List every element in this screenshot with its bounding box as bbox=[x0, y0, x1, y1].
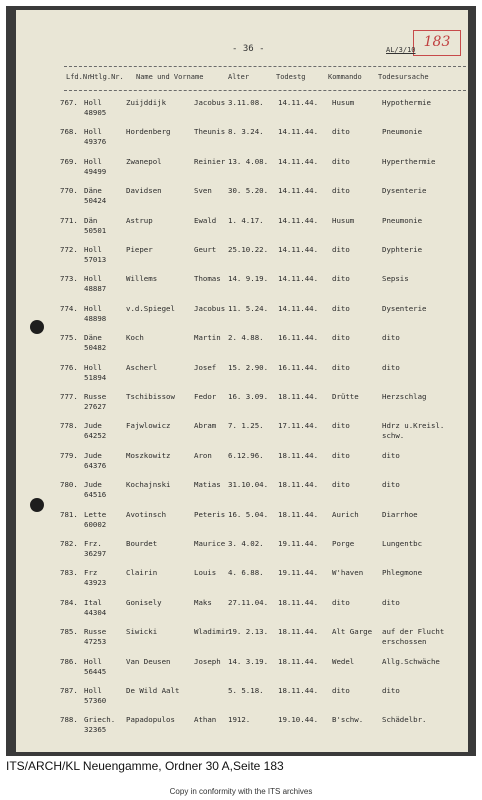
cell-birth-date: 19. 2.13. bbox=[228, 627, 269, 637]
cell-lfd: 775. bbox=[60, 333, 78, 343]
cell-given-name: Martin bbox=[194, 333, 221, 343]
cell-lfd: 782. bbox=[60, 539, 78, 548]
cell-death-date: 18.11.44. bbox=[278, 627, 319, 637]
cell-birth-date: 1. 4.17. bbox=[228, 215, 264, 225]
header-todestag: Todestg bbox=[276, 73, 306, 81]
cell-surname: Gonisely bbox=[126, 597, 162, 607]
cell-death-date: 18.11.44. bbox=[278, 509, 319, 519]
cell-lfd: 784. bbox=[60, 597, 78, 607]
cell-lfd: 786. bbox=[60, 656, 78, 666]
cell-surname: Hordenberg bbox=[126, 127, 171, 137]
cell-birth-date: 4. 6.88. bbox=[228, 568, 264, 578]
cell-birth-date: 14. 9.19. bbox=[228, 274, 269, 284]
cell-cause: dito bbox=[382, 686, 400, 695]
cell-given-name: Geurt bbox=[194, 245, 217, 254]
cell-prisoner-number: 50424 bbox=[84, 196, 107, 206]
cell-nationality: Russe bbox=[84, 627, 107, 637]
cell-kommando: Aurich bbox=[332, 509, 359, 519]
cell-prisoner-number: 44304 bbox=[84, 607, 107, 617]
archive-stamp: 183 bbox=[413, 30, 461, 56]
cell-cause: Hdrz u.Kreisl. schw. bbox=[382, 421, 445, 441]
cell-kommando: dito bbox=[332, 480, 350, 490]
cell-lfd: 785. bbox=[60, 627, 78, 637]
cell-given-name: Peteris bbox=[194, 509, 226, 519]
cell-death-date: 18.11.44. bbox=[278, 597, 319, 607]
cell-birth-date: 30. 5.20. bbox=[228, 186, 269, 196]
cell-nationality: Holl bbox=[84, 362, 102, 372]
cell-nationality: Holl bbox=[84, 245, 102, 254]
cell-cause: Dysenterie bbox=[382, 186, 427, 196]
cell-kommando: W'haven bbox=[332, 568, 364, 578]
cell-surname: Ascherl bbox=[126, 362, 158, 372]
cell-death-date: 16.11.44. bbox=[278, 362, 319, 372]
cell-death-date: 18.11.44. bbox=[278, 392, 319, 401]
cell-cause: dito bbox=[382, 450, 400, 460]
cell-birth-date: 3. 4.02. bbox=[228, 539, 264, 548]
header-rule-bottom bbox=[64, 90, 466, 91]
cell-birth-date: 6.12.96. bbox=[228, 450, 264, 460]
cell-prisoner-number: 48898 bbox=[84, 313, 107, 323]
header-alter: Alter bbox=[228, 73, 250, 81]
cell-death-date: 18.11.44. bbox=[278, 686, 319, 695]
cell-nationality: Holl bbox=[84, 98, 102, 107]
cell-kommando: Alt Garge bbox=[332, 627, 373, 637]
cell-given-name: Abram bbox=[194, 421, 217, 431]
page-number: - 36 - bbox=[232, 44, 265, 54]
cell-cause: Dysenterie bbox=[382, 303, 427, 313]
cell-nationality: Jude bbox=[84, 480, 102, 490]
cell-given-name: Louis bbox=[194, 568, 217, 578]
cell-kommando: dito bbox=[332, 274, 350, 284]
cell-death-date: 19.10.44. bbox=[278, 715, 319, 725]
cell-nationality: Holl bbox=[84, 656, 102, 666]
cell-death-date: 14.11.44. bbox=[278, 127, 319, 137]
copyright-notice: Copy in conformity with the ITS archives bbox=[169, 787, 313, 796]
cell-death-date: 18.11.44. bbox=[278, 656, 319, 666]
cell-surname: Koch bbox=[126, 333, 144, 343]
cell-birth-date: 8. 3.24. bbox=[228, 127, 264, 137]
cell-given-name: Sven bbox=[194, 186, 212, 196]
cell-prisoner-number: 48905 bbox=[84, 108, 107, 117]
cell-lfd: 776. bbox=[60, 362, 78, 372]
cell-prisoner-number: 57013 bbox=[84, 255, 107, 264]
cell-birth-date: 2. 4.88. bbox=[228, 333, 264, 343]
cell-death-date: 14.11.44. bbox=[278, 274, 319, 284]
cell-given-name: Joseph bbox=[194, 656, 221, 666]
cell-given-name: Wladimir bbox=[194, 627, 230, 637]
cell-given-name: Thomas bbox=[194, 274, 221, 284]
cell-surname: Astrup bbox=[126, 215, 153, 225]
cell-kommando: dito bbox=[332, 303, 350, 313]
cell-lfd: 778. bbox=[60, 421, 78, 431]
cell-birth-date: 25.10.22. bbox=[228, 245, 269, 254]
cell-cause: Hyperthermie bbox=[382, 156, 436, 166]
header-todesursache: Todesursache bbox=[378, 73, 429, 81]
header-lfd: Lfd.Nr. bbox=[66, 73, 96, 81]
cell-lfd: 781. bbox=[60, 509, 78, 519]
cell-cause: Sepsis bbox=[382, 274, 409, 284]
archive-footer: ITS/ARCH/KL Neuengamme, Ordner 30 A,Seite 183 bbox=[6, 759, 284, 773]
cell-cause: Dyphterie bbox=[382, 245, 423, 254]
cell-death-date: 19.11.44. bbox=[278, 568, 319, 578]
cell-nationality: Holl bbox=[84, 274, 102, 284]
cell-prisoner-number: 50501 bbox=[84, 225, 107, 235]
cell-given-name: Reinier bbox=[194, 156, 226, 166]
cell-cause: Schädelbr. bbox=[382, 715, 427, 725]
cell-cause: Phlegmone bbox=[382, 568, 423, 578]
cell-nationality: Griech. bbox=[84, 715, 116, 725]
cell-prisoner-number: 60002 bbox=[84, 519, 107, 529]
cell-death-date: 14.11.44. bbox=[278, 245, 319, 254]
cell-cause: Hypothermie bbox=[382, 98, 431, 107]
cell-prisoner-number: 47253 bbox=[84, 637, 107, 647]
table-row bbox=[16, 715, 468, 751]
cell-death-date: 14.11.44. bbox=[278, 215, 319, 225]
cell-prisoner-number: 57360 bbox=[84, 696, 107, 705]
cell-nationality: Frz. bbox=[84, 539, 102, 548]
cell-lfd: 770. bbox=[60, 186, 78, 196]
cell-kommando: dito bbox=[332, 450, 350, 460]
document-page bbox=[16, 10, 468, 752]
cell-death-date: 16.11.44. bbox=[278, 333, 319, 343]
cell-kommando: Wedel bbox=[332, 656, 355, 666]
cell-surname: Fajwlowicz bbox=[126, 421, 171, 431]
header-htlg: Htlg.Nr. bbox=[90, 73, 124, 81]
cell-prisoner-number: 36297 bbox=[84, 549, 107, 558]
cell-death-date: 14.11.44. bbox=[278, 303, 319, 313]
cell-given-name: Jacobus bbox=[194, 98, 226, 107]
cell-surname: Willems bbox=[126, 274, 158, 284]
scan-frame bbox=[6, 6, 476, 756]
cell-prisoner-number: 51894 bbox=[84, 372, 107, 382]
cell-given-name: Maks bbox=[194, 597, 212, 607]
cell-death-date: 18.11.44. bbox=[278, 450, 319, 460]
cell-given-name: Jacobus bbox=[194, 303, 226, 313]
cell-surname: Tschibissow bbox=[126, 392, 175, 401]
cell-lfd: 767. bbox=[60, 98, 78, 107]
cell-surname: Zwanepol bbox=[126, 156, 162, 166]
cell-birth-date: 15. 2.90. bbox=[228, 362, 269, 372]
cell-cause: Diarrhoe bbox=[382, 509, 418, 519]
cell-nationality: Däne bbox=[84, 333, 102, 343]
cell-prisoner-number: 50482 bbox=[84, 343, 107, 353]
cell-lfd: 787. bbox=[60, 686, 78, 695]
cell-birth-date: 11. 5.24. bbox=[228, 303, 269, 313]
cell-given-name: Josef bbox=[194, 362, 217, 372]
cell-lfd: 769. bbox=[60, 156, 78, 166]
cell-birth-date: 13. 4.08. bbox=[228, 156, 269, 166]
cell-nationality: Frz bbox=[84, 568, 98, 578]
cell-lfd: 788. bbox=[60, 715, 78, 725]
cell-surname: Pieper bbox=[126, 245, 153, 254]
cell-kommando: dito bbox=[332, 362, 350, 372]
cell-surname: Kochajnski bbox=[126, 480, 171, 490]
cell-prisoner-number: 49376 bbox=[84, 137, 107, 147]
cell-lfd: 780. bbox=[60, 480, 78, 490]
cell-birth-date: 31.10.04. bbox=[228, 480, 269, 490]
cell-kommando: B'schw. bbox=[332, 715, 364, 725]
cell-surname: Siwicki bbox=[126, 627, 158, 637]
cell-lfd: 771. bbox=[60, 215, 78, 225]
cell-kommando: dito bbox=[332, 421, 350, 431]
cell-prisoner-number: 64252 bbox=[84, 431, 107, 441]
cell-prisoner-number: 56445 bbox=[84, 666, 107, 676]
header-rule-top bbox=[64, 66, 466, 67]
cell-kommando: dito bbox=[332, 156, 350, 166]
cell-cause: Herzschlag bbox=[382, 392, 427, 401]
cell-prisoner-number: 64516 bbox=[84, 490, 107, 500]
cell-cause: dito bbox=[382, 362, 400, 372]
cell-surname: Avotinsch bbox=[126, 509, 167, 519]
cell-birth-date: 14. 3.19. bbox=[228, 656, 269, 666]
cell-death-date: 18.11.44. bbox=[278, 480, 319, 490]
cell-cause: Lungentbc bbox=[382, 539, 423, 548]
cell-surname: Clairin bbox=[126, 568, 158, 578]
cell-surname: De Wild Aalt bbox=[126, 686, 180, 695]
cell-prisoner-number: 27627 bbox=[84, 402, 107, 411]
cell-prisoner-number: 64376 bbox=[84, 460, 107, 470]
document-reference: AL/3/10 bbox=[386, 46, 416, 54]
cell-kommando: Drütte bbox=[332, 392, 359, 401]
cell-nationality: Russe bbox=[84, 392, 107, 401]
cell-surname: Bourdet bbox=[126, 539, 158, 548]
cell-kommando: Husum bbox=[332, 215, 355, 225]
cell-kommando: Husum bbox=[332, 98, 355, 107]
cell-birth-date: 27.11.04. bbox=[228, 597, 269, 607]
cell-given-name: Fedor bbox=[194, 392, 217, 401]
cell-cause: auf der Flucht erschossen bbox=[382, 627, 445, 647]
cell-given-name: Ewald bbox=[194, 215, 217, 225]
cell-prisoner-number: 48887 bbox=[84, 284, 107, 294]
cell-birth-date: 16. 5.04. bbox=[228, 509, 269, 519]
cell-surname: Davidsen bbox=[126, 186, 162, 196]
cell-nationality: Lette bbox=[84, 509, 107, 519]
cell-lfd: 777. bbox=[60, 392, 78, 401]
header-name: Name und Vorname bbox=[136, 73, 204, 81]
cell-kommando: dito bbox=[332, 186, 350, 196]
cell-given-name: Athan bbox=[194, 715, 217, 725]
cell-nationality: Holl bbox=[84, 156, 102, 166]
cell-cause: Pneumonie bbox=[382, 127, 423, 137]
cell-kommando: dito bbox=[332, 127, 350, 137]
cell-nationality: Ital bbox=[84, 597, 102, 607]
cell-given-name: Maurice bbox=[194, 539, 226, 548]
cell-nationality: Holl bbox=[84, 686, 102, 695]
header-kommando: Kommando bbox=[328, 73, 362, 81]
cell-given-name: Theunis bbox=[194, 127, 226, 137]
cell-birth-date: 7. 1.25. bbox=[228, 421, 264, 431]
cell-nationality: Dän bbox=[84, 215, 98, 225]
cell-nationality: Jude bbox=[84, 421, 102, 431]
cell-nationality: Holl bbox=[84, 303, 102, 313]
cell-death-date: 14.11.44. bbox=[278, 98, 319, 107]
cell-kommando: dito bbox=[332, 686, 350, 695]
cell-surname: v.d.Spiegel bbox=[126, 303, 175, 313]
cell-birth-date: 1912. bbox=[228, 715, 251, 725]
cell-surname: Papadopulos bbox=[126, 715, 175, 725]
cell-kommando: dito bbox=[332, 245, 350, 254]
cell-cause: dito bbox=[382, 480, 400, 490]
cell-cause: dito bbox=[382, 333, 400, 343]
cell-surname: Moszkowitz bbox=[126, 450, 171, 460]
cell-cause: Allg.Schwäche bbox=[382, 656, 440, 666]
cell-cause: dito bbox=[382, 597, 400, 607]
cell-nationality: Holl bbox=[84, 127, 102, 137]
cell-birth-date: 3.11.08. bbox=[228, 98, 264, 107]
cell-death-date: 17.11.44. bbox=[278, 421, 319, 431]
cell-birth-date: 16. 3.09. bbox=[228, 392, 269, 401]
cell-lfd: 774. bbox=[60, 303, 78, 313]
cell-nationality: Däne bbox=[84, 186, 102, 196]
cell-lfd: 783. bbox=[60, 568, 78, 578]
cell-prisoner-number: 43923 bbox=[84, 578, 107, 588]
cell-given-name: Matias bbox=[194, 480, 221, 490]
cell-death-date: 19.11.44. bbox=[278, 539, 319, 548]
cell-kommando: dito bbox=[332, 597, 350, 607]
cell-kommando: dito bbox=[332, 333, 350, 343]
cell-birth-date: 5. 5.18. bbox=[228, 686, 264, 695]
cell-cause: Pneumonie bbox=[382, 215, 423, 225]
cell-kommando: Porge bbox=[332, 539, 355, 548]
cell-lfd: 772. bbox=[60, 245, 78, 254]
punch-hole bbox=[30, 320, 44, 334]
cell-given-name: Aron bbox=[194, 450, 212, 460]
cell-death-date: 14.11.44. bbox=[278, 186, 319, 196]
cell-death-date: 14.11.44. bbox=[278, 156, 319, 166]
cell-prisoner-number: 32365 bbox=[84, 725, 107, 735]
cell-lfd: 768. bbox=[60, 127, 78, 137]
cell-nationality: Jude bbox=[84, 450, 102, 460]
punch-hole bbox=[30, 498, 44, 512]
cell-prisoner-number: 49499 bbox=[84, 166, 107, 176]
cell-surname: Zuijddijk bbox=[126, 98, 167, 107]
cell-surname: Van Deusen bbox=[126, 656, 171, 666]
cell-lfd: 773. bbox=[60, 274, 78, 284]
cell-lfd: 779. bbox=[60, 450, 78, 460]
